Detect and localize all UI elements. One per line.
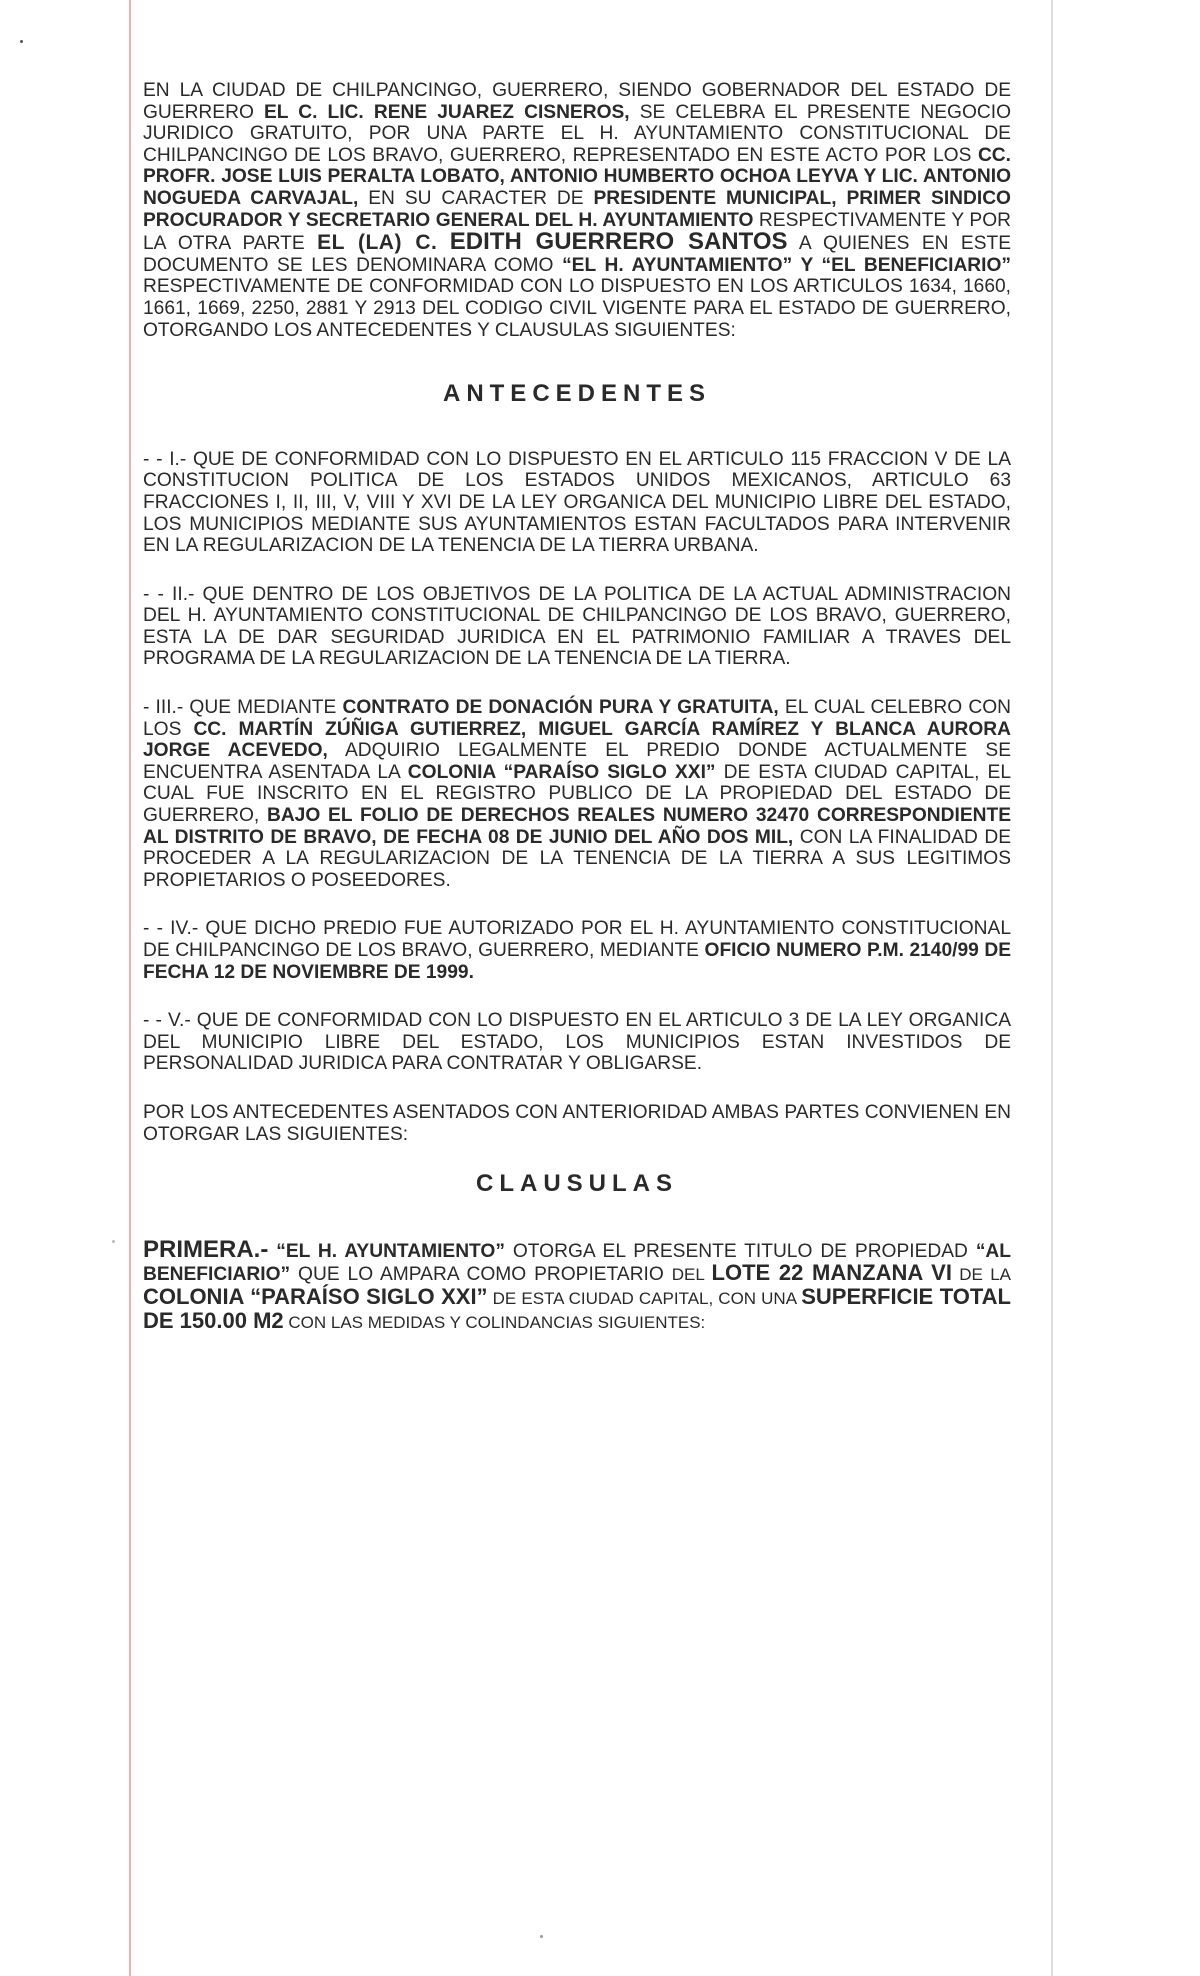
right-margin-line bbox=[1051, 0, 1053, 1976]
antecedente-5: - - V.- QUE DE CONFORMIDAD CON LO DISPUESTO EN EL ARTICULO 3 DE LA LEY ORGANICA DEL MUNICIPIO LIBRE DEL ESTADO, LOS MUNICIPIOS ESTAN INVESTIDOS DE PERSONALIDAD JURIDICA PARA CONTRATAR Y OBLIGARSE. bbox=[143, 1010, 1011, 1075]
party-denominations: “EL H. AYUNTAMIENTO” Y “EL BENEFICIARIO” bbox=[562, 254, 1012, 276]
intro-paragraph bbox=[143, 80, 1011, 341]
intro-text: SE CELEBRA EL PRESENTE NEGOCIO JURIDICO GRATUITO, POR UNA PARTE EL H. AYUNTAMIENTO CONSTITUCIONAL DE CHILPANCINGO DE LOS BRAVO, GUERRERO, REPRESENTADO EN ESTE ACTO POR LOS bbox=[143, 101, 1011, 166]
party-ayuntamiento: “EL H. AYUNTAMIENTO” bbox=[268, 1240, 505, 1262]
intro-text: RESPECTIVAMENTE Y POR LA OTRA PARTE bbox=[143, 209, 1011, 255]
clause-text: DE ESTA CIUDAD CAPITAL, CON UNA bbox=[487, 1288, 802, 1308]
representatives-names: CC. PROFR. JOSE LUIS PERALTA LOBATO, ANTONIO HUMBERTO OCHOA LEYVA Y LIC. ANTONIO NOGUEDA CARVAJAL, bbox=[143, 144, 1011, 209]
beneficiary-prefix: EL (LA) C. bbox=[317, 231, 438, 255]
clause-text: CON LAS MEDIDAS Y COLINDANCIAS SIGUIENTES: bbox=[283, 1312, 706, 1332]
ant3-text: ADQUIRIO LEGALMENTE EL PREDIO DONDE ACTUALMENTE SE ENCUENTRA ASENTADA LA bbox=[143, 740, 1011, 783]
left-margin-line bbox=[129, 0, 131, 1976]
antecedente-4 bbox=[143, 918, 1011, 983]
ant3-text: CON LA FINALIDAD DE PROCEDER A LA REGULARIZACION DE LA TENENCIA DE LA TIERRA A SUS LEGITIMOS PROPIETARIOS O POSEEDORES. bbox=[143, 826, 1011, 891]
scan-speck bbox=[540, 1935, 543, 1938]
scan-speck bbox=[112, 1240, 115, 1243]
intro-text: A QUIENES EN ESTE DOCUMENTO SE LES DENOMINARA COMO bbox=[143, 233, 1012, 276]
clause-text: QUE LO AMPARA COMO PROPIETARIO bbox=[290, 1264, 672, 1286]
official-letter: OFICIO NUMERO P.M. 2140/99 DE FECHA 12 DE NOVIEMBRE DE 1999. bbox=[143, 940, 1011, 983]
antecedente-1: - - I.- QUE DE CONFORMIDAD CON LO DISPUESTO EN EL ARTICULO 115 FRACCION V DE LA CONSTITUCION POLITICA DE LOS ESTADOS UNIDOS MEXICANOS, ARTICULO 63 FRACCIONES I, II, III, V, VIII Y XVI DE LA LEY ORGANICA DEL MUNICIPIO LIBRE DEL ESTADO, LOS MUNICIPIOS MEDIANTE SUS AYUNTAMIENTOS ESTAN FACULTADOS PARA INTERVENIR EN LA REGULARIZACION DE LA TENENCIA DE LA TIERRA URBANA. bbox=[143, 448, 1011, 557]
clause-text: DEL bbox=[671, 1265, 712, 1285]
registry-folio: BAJO EL FOLIO DE DERECHOS REALES NUMERO 32470 CORRESPONDIENTE AL DISTRITO DE BRAVO, DE FECHA 08 DE JUNIO DEL AÑO DOS MIL, bbox=[143, 805, 1011, 848]
governor-name: EL C. LIC. RENE JUAREZ CISNEROS, bbox=[263, 101, 630, 123]
colony-name: COLONIA “PARAÍSO SIGLO XXI” bbox=[407, 761, 716, 783]
party-beneficiario: “AL BENEFICIARIO” bbox=[143, 1240, 1011, 1286]
document-body bbox=[143, 80, 1011, 1360]
donors-names: CC. MARTÍN ZÚÑIGA GUTIERREZ, MIGUEL GARCÍA RAMÍREZ Y BLANCA AURORA JORGE ACEVEDO, bbox=[143, 718, 1011, 762]
clause-text: OTORGA EL PRESENTE TITULO DE PROPIEDAD bbox=[504, 1240, 976, 1262]
contract-type: CONTRATO DE DONACIÓN PURA Y GRATUITA, bbox=[342, 697, 779, 719]
ant4-text: - - IV.- QUE DICHO PREDIO FUE AUTORIZADO POR EL H. AYUNTAMIENTO CONSTITUCIONAL DE CHILPANCINGO DE LOS BRAVO, GUERRERO, MEDIANTE bbox=[143, 918, 1011, 961]
clause-text: DE LA bbox=[951, 1265, 1011, 1285]
antecedentes-heading: ANTECEDENTES bbox=[442, 380, 712, 408]
antecedente-3 bbox=[143, 697, 1011, 891]
beneficiary-name: EDITH GUERRERO SANTOS bbox=[449, 228, 788, 256]
intro-text: EN SU CARACTER DE bbox=[358, 187, 594, 209]
scan-speck bbox=[20, 40, 23, 43]
antecedente-2: - - II.- QUE DENTRO DE LOS OBJETIVOS DE LA POLITICA DE LA ACTUAL ADMINISTRACION DEL H. AYUNTAMIENTO CONSTITUCIONAL DE CHILPANCINGO DE LOS BRAVO, GUERRERO, ESTA LA DE DAR SEGURIDAD JURIDICA EN EL PATRIMONIO FAMILIAR A TRAVES DEL PROGRAMA DE LA REGULARIZACION DE LA TENENCIA DE LA TIERRA. bbox=[143, 583, 1011, 670]
total-area: SUPERFICIE TOTAL DE 150.00 M2 bbox=[143, 1283, 1011, 1333]
clausulas-heading: CLAUSULAS bbox=[476, 1170, 678, 1198]
clause-number: PRIMERA.- bbox=[143, 1235, 269, 1263]
colony-name: COLONIA “PARAÍSO SIGLO XXI” bbox=[143, 1283, 488, 1309]
intro-text: RESPECTIVAMENTE DE CONFORMIDAD CON LO DISPUESTO EN LOS ARTICULOS 1634, 1660, 1661, 1669, 2250, 2881 Y 2913 DEL CODIGO CIVIL VIGENTE PARA EL ESTADO DE GUERRERO, OTORGANDO LOS ANTECEDENTES Y CLAUSULAS SIGUIENTES: bbox=[143, 276, 1011, 341]
representatives-roles: PRESIDENTE MUNICIPAL, PRIMER SINDICO PROCURADOR Y SECRETARIO GENERAL DEL H. AYUNTAMIENTO bbox=[143, 187, 1011, 231]
lot-block: LOTE 22 MANZANA VI bbox=[711, 1260, 952, 1286]
antecedentes-closing: POR LOS ANTECEDENTES ASENTADOS CON ANTERIORIDAD AMBAS PARTES CONVIENEN EN OTORGAR LAS SIGUIENTES: bbox=[143, 1101, 1011, 1145]
ant3-text: EL CUAL CELEBRO CON LOS bbox=[143, 697, 1011, 740]
clausula-primera bbox=[143, 1235, 1011, 1333]
intro-text: EN LA CIUDAD DE CHILPANCINGO, GUERRERO, SIENDO GOBERNADOR DEL ESTADO DE GUERRERO bbox=[143, 80, 1011, 123]
ant3-text: DE ESTA CIUDAD CAPITAL, EL CUAL FUE INSCRITO EN EL REGISTRO PUBLICO DE LA PROPIEDAD DEL ESTADO DE GUERRERO, bbox=[143, 761, 1011, 827]
ant3-text: - III.- QUE MEDIANTE bbox=[143, 697, 343, 719]
